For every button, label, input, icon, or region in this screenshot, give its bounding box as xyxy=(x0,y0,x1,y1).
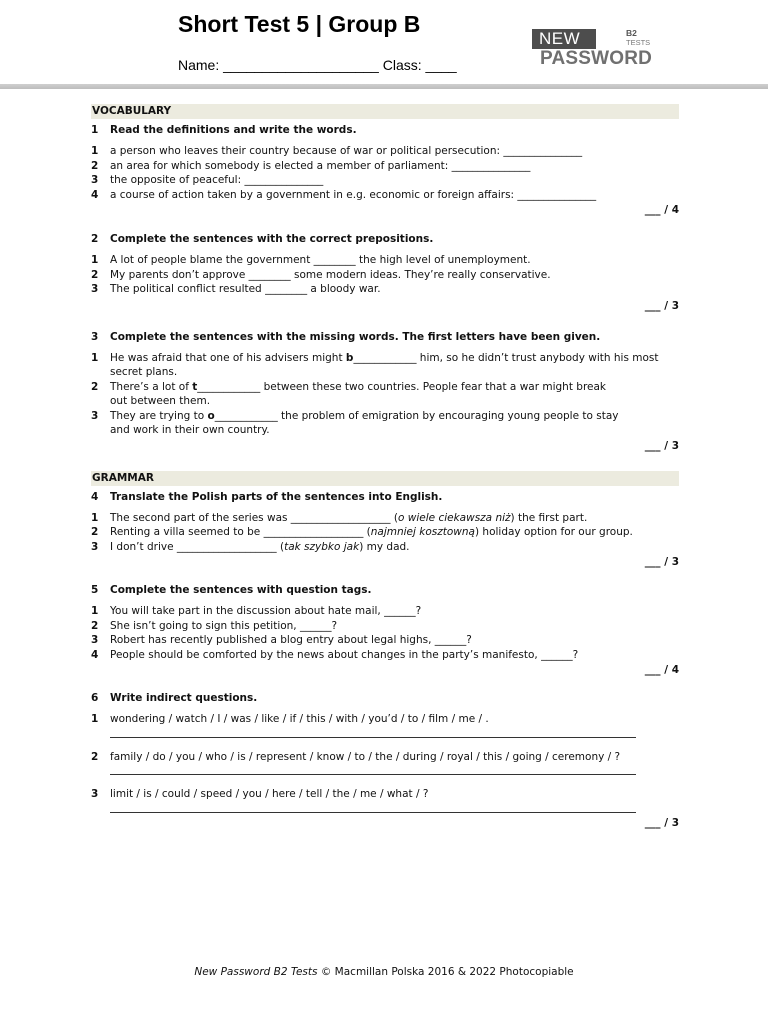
exercise-5-items xyxy=(91,604,679,662)
exercise-2-items xyxy=(91,253,679,297)
exercise-3-instruction xyxy=(91,330,679,344)
instruction-text: Read the definitions and write the words. xyxy=(110,124,357,136)
list-item: 1 He was afraid that one of his advisers might b____________ him, so he didn’t trust anybody with his most xyxy=(91,351,659,364)
footer xyxy=(0,966,768,978)
list-item: 2 Renting a villa seemed to be ___________________ (najmniej kosztowną) holiday option for our group. xyxy=(91,526,633,538)
score-box: ___ / 4 xyxy=(644,664,679,676)
list-item: 2 family / do / you / who / is / represent / know / to / the / during / royal / this / going / ceremony / ? xyxy=(91,750,621,763)
exercise-5-instruction xyxy=(91,583,679,597)
list-item: 2 There’s a lot of t____________ between these two countries. People fear that a war might break xyxy=(91,380,607,393)
instruction-text: Translate the Polish parts of the sentences into English. xyxy=(110,490,443,503)
header-rule xyxy=(0,84,768,89)
list-item-continuation: out between them. xyxy=(110,395,211,407)
exercise-4-instruction xyxy=(91,490,679,504)
exercise-1-instruction xyxy=(91,123,679,137)
logo-level: B2 xyxy=(626,28,637,38)
answer-line[interactable] xyxy=(110,774,636,775)
list-item: 1 You will take part in the discussion about hate mail, ______? xyxy=(91,605,422,617)
list-item-continuation: secret plans. xyxy=(110,366,178,378)
instruction-text: Write indirect questions. xyxy=(110,692,258,704)
logo-tests: TESTS xyxy=(626,38,651,47)
list-item: 3 the opposite of peaceful: _______________ xyxy=(91,174,324,186)
list-item: 3 Robert has recently published a blog entry about legal highs, ______? xyxy=(91,634,472,646)
footer-title: New Password B2 Tests xyxy=(194,966,318,978)
exercise-number: 5 xyxy=(91,584,99,596)
exercise-6-items xyxy=(91,712,679,813)
score-box: ___ / 3 xyxy=(644,439,679,452)
exercise-2-instruction xyxy=(91,232,679,246)
list-item: 2 She isn’t going to sign this petition, ______? xyxy=(91,619,338,632)
exercise-number: 6 xyxy=(91,692,99,704)
exercise-4-items xyxy=(91,511,679,555)
class-blank: ____ xyxy=(425,57,457,73)
name-blank: ____________________ xyxy=(223,57,379,73)
logo-password: PASSWORD xyxy=(540,48,653,69)
vocabulary-heading: VOCABULARY xyxy=(91,104,679,119)
list-item: 3 The political conflict resulted ________ a bloody war. xyxy=(91,283,381,295)
score-box: ___ / 3 xyxy=(644,556,679,568)
list-item: 3 I don’t drive ___________________ (tak szybko jak) my dad. xyxy=(91,540,410,553)
list-item: 1 A lot of people blame the government ________ the high level of unemployment. xyxy=(91,254,531,266)
list-item: 2 My parents don’t approve ________ some modern ideas. They’re really conservative. xyxy=(91,268,551,281)
list-item: 1 The second part of the series was ___________________ (o wiele ciekawsza niż) the first part. xyxy=(91,511,588,524)
page-title: Short Test 5 | Group B xyxy=(178,11,421,37)
exercise-number: 4 xyxy=(91,490,99,503)
instruction-text: Complete the sentences with question tags. xyxy=(110,584,372,596)
score-box: ___ / 4 xyxy=(644,204,679,216)
list-item: 3 They are trying to o____________ the problem of emigration by encouraging young people to stay xyxy=(91,409,619,422)
name-label: Name: xyxy=(178,57,220,73)
instruction-text: Complete the sentences with the missing words. The first letters have been given. xyxy=(110,330,601,343)
score-box: ___ / 3 xyxy=(644,816,679,829)
logo-new: NEW xyxy=(532,29,596,49)
footer-copyright: © Macmillan Polska 2016 & 2022 Photocopiable xyxy=(317,966,574,978)
exercise-number: 3 xyxy=(91,330,99,343)
list-item: 1 a person who leaves their country because of war or political persecution: _______________ xyxy=(91,145,583,157)
list-item: 2 an area for which somebody is elected a member of parliament: _______________ xyxy=(91,159,531,172)
exercise-number: 1 xyxy=(91,124,99,136)
answer-line[interactable] xyxy=(110,812,636,813)
test-content xyxy=(91,104,679,830)
list-item: 4 People should be comforted by the news about changes in the party’s manifesto, ______? xyxy=(91,648,579,661)
class-label: Class: xyxy=(382,57,422,73)
list-item-continuation: and work in their own country. xyxy=(110,424,270,436)
score-box: ___ / 3 xyxy=(644,299,679,312)
answer-line[interactable] xyxy=(110,737,636,738)
exercise-6-instruction xyxy=(91,691,679,705)
exercise-number: 2 xyxy=(91,233,99,245)
new-password-logo xyxy=(530,28,670,70)
instruction-text: Complete the sentences with the correct prepositions. xyxy=(110,233,434,245)
list-item: 1 wondering / watch / I / was / like / if / this / with / you’d / to / film / me / . xyxy=(91,713,489,725)
exercise-3-items xyxy=(91,351,679,438)
exercise-1-items xyxy=(91,144,679,202)
name-class-row xyxy=(178,57,457,73)
list-item: 3 limit / is / could / speed / you / here / tell / the / me / what / ? xyxy=(91,788,429,800)
grammar-heading: GRAMMAR xyxy=(91,471,679,486)
list-item: 4 a course of action taken by a government in e.g. economic or foreign affairs: _______________ xyxy=(91,188,597,201)
